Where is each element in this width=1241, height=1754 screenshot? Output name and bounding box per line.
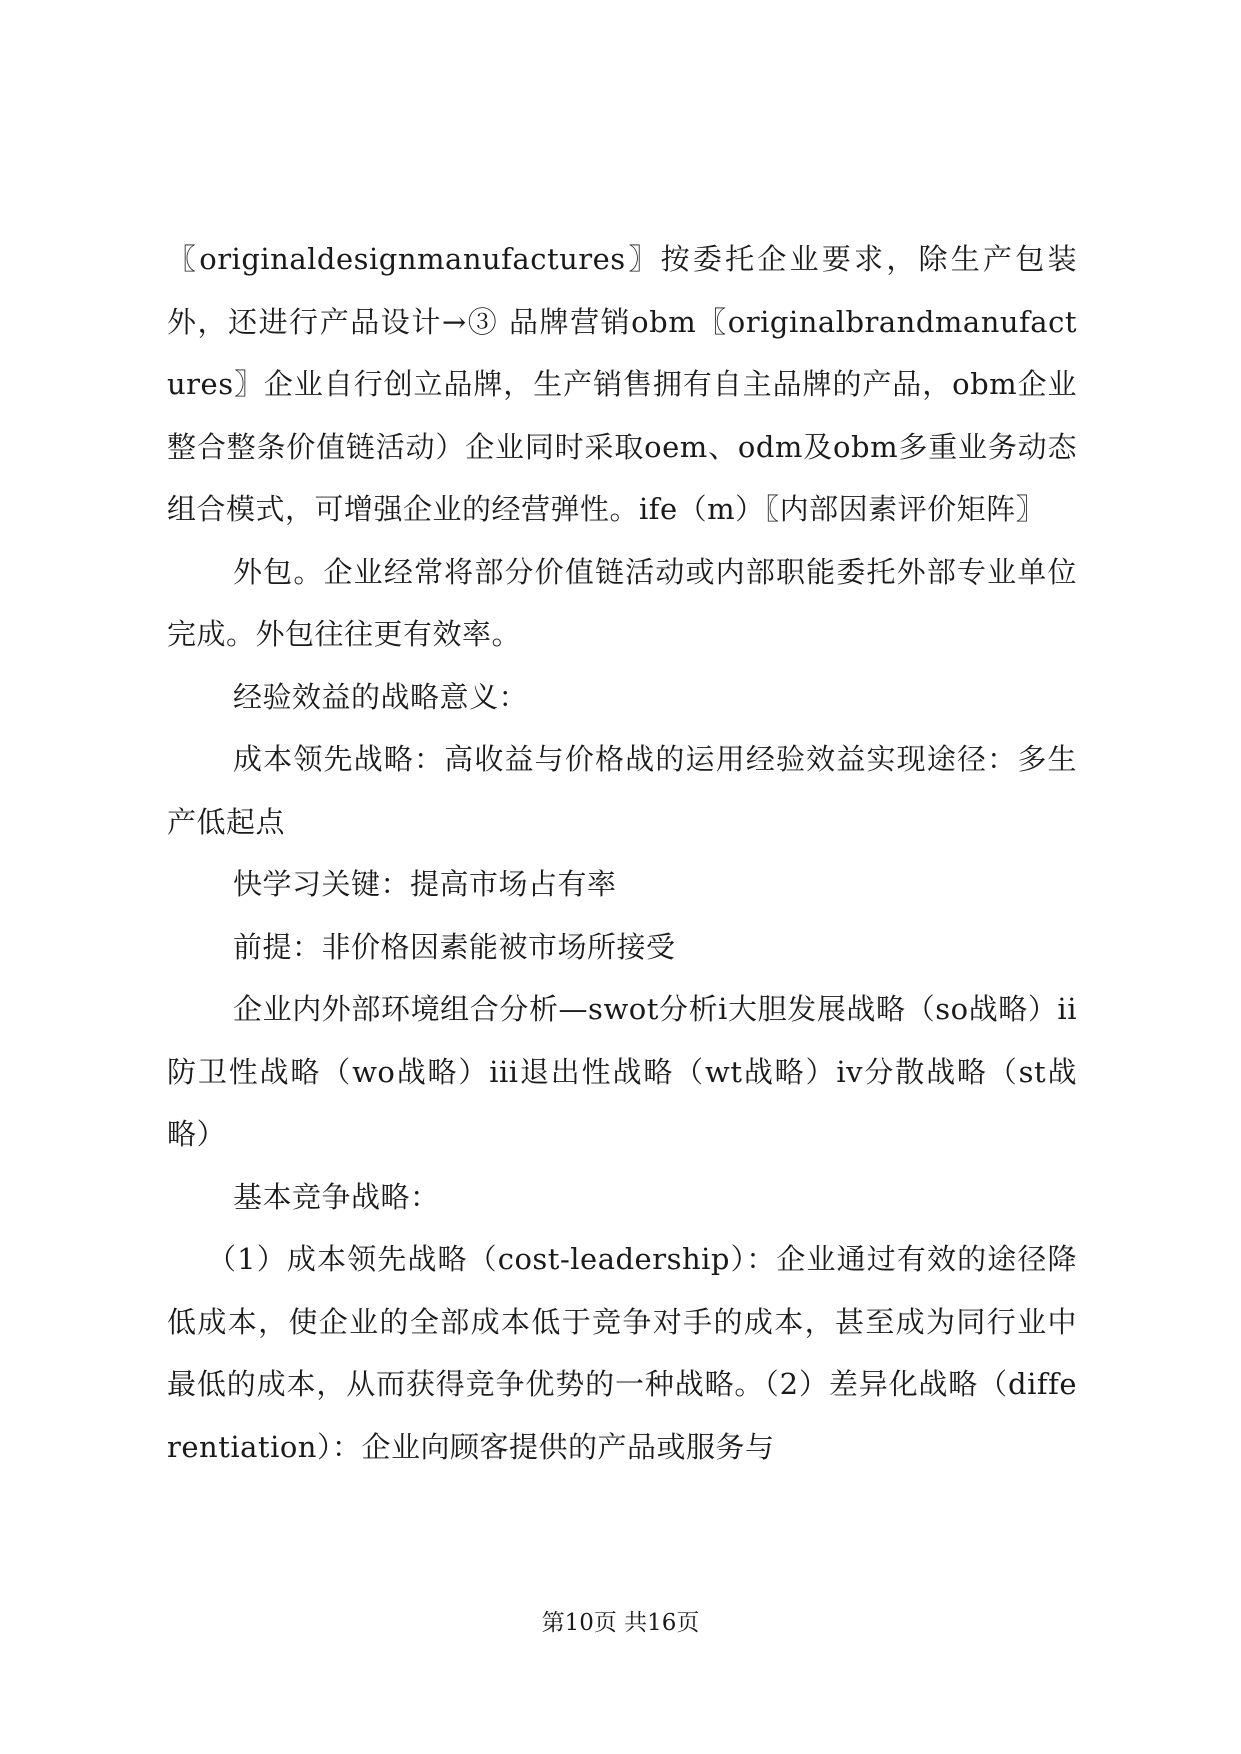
paragraph-cost-leadership-differentiation: （1）成本领先战略（cost-leadership）：企业通过有效的途径降低成本，使企业的全部成本低于竞争对手的成本，甚至成为同行业中最低的成本，从而获得竞争优势的一种战略。（2）差异化战略（differentiation）：企业向顾客提供的产品或服务与 — [167, 1242, 1077, 1464]
paragraph-cost-leadership-route: 成本领先战略：高收益与价格战的运用经验效益实现途径：多生产低起点 — [167, 742, 1077, 839]
paragraph-basic-competitive-strategy-heading: 基本竞争战略： — [233, 1179, 440, 1214]
page-number-footer: 第10页 共16页 — [541, 1610, 700, 1636]
paragraph-fast-learning-key: 快学习关键：提高市场占有率 — [233, 867, 617, 901]
paragraph-premise: 前提：非价格因素能被市场所接受 — [233, 929, 676, 964]
paragraph-oem-odm-obm: 〖originaldesignmanufactures〗按委托企业要求，除生产包装外，还进行产品设计→③ 品牌营销obm〖originalbrandmanufactures〗企业自行创立品牌，生产销售拥有自主品牌的产品，obm企业整合整条价值链活动）企业同时采取oem、odm及obm多重业务动态组合模式，可增强企业的经营弹性。ife（m）〖内部因素评价矩阵〗 — [167, 242, 1077, 526]
page-body — [167, 228, 1077, 1478]
paragraph-outsourcing: 外包。企业经常将部分价值链活动或内部职能委托外部专业单位完成。外包往往更有效率。 — [167, 554, 1077, 651]
paragraph-swot-analysis: 企业内外部环境组合分析—swot分析i大胆发展战略（so战略）ii防卫性战略（wo战略）iii退出性战略（wt战略）iv分散战略（st战略） — [167, 992, 1077, 1151]
paragraph-experience-effect-heading: 经验效益的战略意义： — [233, 679, 529, 714]
